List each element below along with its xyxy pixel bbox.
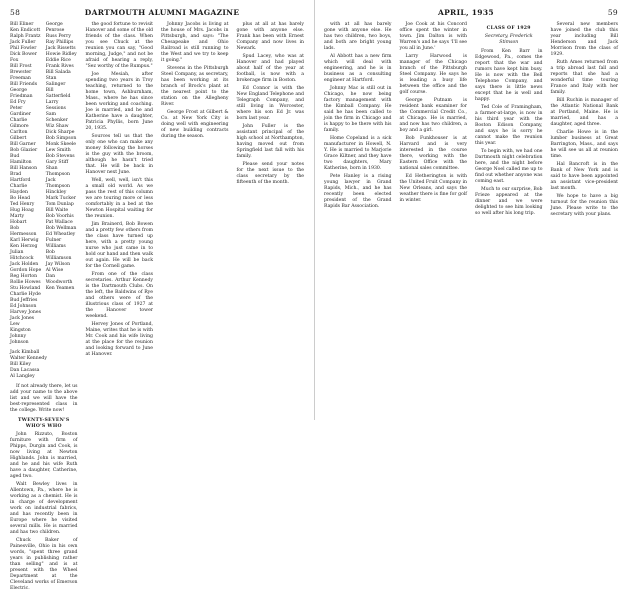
article-paragraph: George Putnam is resident bank examiner for the Commercial Credit Co., at Chicago. He is married, and now has two children, a boy and a girl. bbox=[399, 98, 467, 133]
right-column-4 bbox=[551, 22, 619, 416]
article-paragraph: John Rizzuto, Boston furniture with firm of Phipps, Durgin and Cook, is now living at Newton Highlands. John is married, and he and his wife Ruth have a daughter, Catherine, aged two. bbox=[10, 432, 78, 479]
roster-name: Ed Wheatley bbox=[45, 232, 76, 237]
roster-name: Larry Sessions bbox=[45, 100, 66, 111]
roster-name: Bill Friends bbox=[10, 82, 38, 87]
roster-name: Peter Gardiner bbox=[10, 106, 31, 117]
article-paragraph: Several new members have joined the club this year including Bill Henderson and Jack Morrison from the class of 1929. bbox=[550, 22, 618, 57]
roster-name: Charlie Gilmore bbox=[10, 118, 29, 129]
roster-name: Jack Thompson bbox=[45, 178, 70, 189]
article-paragraph: Pete Hanley is a rising young lawyer in Grand Rapids, Mich., and he has recently been elected president of the Grand Rapids Bar Association. bbox=[324, 174, 392, 209]
right-column-1 bbox=[324, 22, 392, 416]
roster-name: Johnny Johnson bbox=[10, 334, 29, 345]
roster-name: Dick Bower Fox bbox=[10, 52, 37, 63]
roster-name: Gary Stiff bbox=[45, 160, 69, 165]
roster-name: Jack Fuller bbox=[10, 40, 36, 45]
roster-name: Howie Ridley bbox=[45, 52, 77, 57]
article-paragraph: We hope to have a big turnout for the reunion this June. Please write to the secretary with your plans. bbox=[550, 194, 618, 217]
roster-name: Al Wise bbox=[45, 268, 64, 273]
roster-name: Ken Endicott bbox=[10, 28, 41, 33]
roster-name: Ken Yeamen bbox=[45, 286, 75, 291]
left-column-3 bbox=[161, 22, 229, 416]
left-column-4 bbox=[237, 22, 305, 416]
roster-name: Eddie Rice bbox=[45, 58, 71, 63]
left-column-2 bbox=[86, 22, 154, 416]
roster-name: Lew Kingston bbox=[10, 322, 31, 333]
section-heading: TWENTY-SEVEN'S WHO'S WHO bbox=[18, 418, 70, 429]
left-column-1 bbox=[10, 22, 78, 591]
roster-name: Bob Stevens bbox=[45, 154, 75, 159]
article-paragraph: Ed Hetherington is with the United Fruit Company in New Orleans, and says the weather there is fine for golf in winter. bbox=[399, 174, 467, 203]
article-paragraph: Ted Cole of Framingham, a farmer-at-large, is now in his third year with the Boston Edison Company, and says he is sorry he cannot make the reunion this year. bbox=[475, 105, 543, 146]
left-column-3-text bbox=[161, 22, 229, 140]
article-paragraph: Al Abbott has a new firm which will deal with engineering, and he is in business as a consulting engineer at Hartford. bbox=[324, 54, 392, 83]
roster-name: Tom Dunlap bbox=[45, 202, 74, 207]
article-paragraph: with at all has barely gone with anyone else. He has two children, two boys, and both are bright young lads. bbox=[324, 22, 392, 51]
right-column-2 bbox=[400, 22, 468, 416]
article-paragraph: Ed Connor is with the New England Telephone and Telegraph Company, and still living in Worcester, where his son Ed Jr. was born last year. bbox=[236, 86, 304, 121]
article-paragraph: George Frost at Gilbert & Co. at New York City is doing well with engineering of new building contracts during the season. bbox=[161, 110, 229, 139]
roster-name: Dan Woodworth bbox=[45, 274, 73, 285]
roster-name: Brewster Freeman bbox=[10, 70, 32, 81]
roster-name: Dan Lacassa bbox=[10, 368, 40, 373]
article-paragraph: Ruth Ames returned from a trip abroad last fall and reports that she had a wonderful time touring France and Italy with her family. bbox=[550, 60, 618, 95]
roster-name: Bud Jeffries bbox=[10, 298, 38, 303]
roster-name: Ed Fry bbox=[10, 100, 26, 105]
article-paragraph: To begin with, we had one Dartmouth night celebration here, and the night before George Noel called me up to find out whether anyone was coming east. bbox=[475, 149, 543, 184]
article-paragraph: Stevens in the Pittsburgh Steel Company, as secretary, has been working at its branch of Brock's plant at the nearest point to the station on the Allegheny River. bbox=[161, 66, 229, 107]
roster-name: Bill Satterfield bbox=[45, 88, 71, 99]
roster-name: Jack Jones bbox=[10, 316, 35, 321]
right-column-3 bbox=[475, 22, 543, 416]
roster-name: Dick Sharpe bbox=[45, 130, 75, 135]
article-paragraph: Well, well, well, isn't this a small old world. As we pass the rest of this column we are touring more or less comfortably in a bed at the Newton Hospital waiting for the reunion. bbox=[85, 178, 153, 219]
roster-name: Shan Thompson bbox=[45, 166, 70, 177]
article-paragraph: Jim Brainerd, Bob Bowen and a pretty few others from the class have turned up here, with a pretty young nurse who just came in to hold our hand and then walk out again. He will be back for the Cornell game. bbox=[85, 222, 153, 269]
roster-name: Charlie Hayden bbox=[10, 184, 28, 195]
roster-name: Ted Henry bbox=[10, 202, 35, 207]
roster-name: Bill Kiley bbox=[10, 362, 31, 367]
class-heading: CLASS OF 1929 bbox=[486, 26, 531, 31]
roster-name: Rollie Howes bbox=[10, 280, 41, 285]
roster-name: Frank Rives bbox=[45, 64, 74, 69]
right-column-3-text bbox=[475, 49, 543, 217]
page-number: 59 bbox=[607, 7, 618, 17]
article-paragraph: Bill Ruchin is manager of the Atlantic National Bank at Portland, Maine. He is married, and has a daughter, aged three. bbox=[550, 98, 618, 127]
roster-name: Harvey Jones bbox=[10, 310, 41, 315]
article-paragraph: Charlie Howe is in the lumber business at Great Barrington, Mass., and says he will see us all at reunion time. bbox=[550, 130, 618, 159]
article-paragraph: plus at all at has barely gone with anyone else. Frank has been with Ernest Company and now lives in Newark. bbox=[236, 22, 304, 51]
roster-name: Gordon Hope bbox=[10, 268, 42, 273]
article-paragraph: Sources tell us that the only one who can make any money following the horses is the guy with the broom, although he hasn't tried that. He will be back in Hanover next June. bbox=[85, 134, 153, 175]
magazine-title: DARTMOUTH ALUMNI MAGAZINE bbox=[84, 7, 240, 17]
article-paragraph: Johnny Mac is still out in Chicago, he now being factory management with the Kimball Company. He said he has been called to join the firm in Chicago and is happy to be there with his family. bbox=[324, 86, 392, 133]
roster-name: Bud Hamilton bbox=[10, 154, 32, 165]
article-paragraph: the good fortune to revisit Hanover and some of the old friends of the class. When you see Chuck at the reunion you can say, "Good morning, Judge," and not be afraid of hearing a reply, "Sez worthy of the Rumpus." bbox=[85, 22, 153, 69]
article-paragraph: Bob Funkhouser is at Harvard and is very interested in the course there, working with the Eastern Office with the national sales committee. bbox=[399, 136, 467, 171]
roster-name: Ralph Frantz bbox=[10, 34, 41, 39]
left-page-columns bbox=[10, 22, 304, 591]
roster-name: Stu Howland bbox=[10, 286, 41, 291]
right-page-header bbox=[324, 6, 618, 18]
roster-name: Bob Voorhis bbox=[45, 214, 74, 219]
article-paragraph: Larry Harwood is manager of the Chicago branch of the Pittsburgh Steel Company. He says he is leading a busy life between the office and the golf course. bbox=[399, 54, 467, 95]
roster-name: Ray Phillips bbox=[45, 40, 74, 45]
roster-name: Fulner Williams bbox=[45, 238, 66, 249]
class-roster-a bbox=[10, 22, 42, 346]
roster-name: Bob Simpson bbox=[45, 136, 77, 141]
roster-name: Hug Hoag bbox=[10, 208, 34, 213]
roster-name: Bill Frost bbox=[10, 64, 32, 69]
roster-name: Russ Perry bbox=[45, 34, 71, 39]
roster-name: George Penrose bbox=[45, 22, 65, 33]
right-page bbox=[314, 0, 628, 420]
roster-name: Phil Fowler bbox=[10, 46, 37, 51]
article-paragraph: Johnny Jacobs is living at the house of Mrs. Jacobs in Pittsburgh, and says: "The Chesapeake and Ohio Railroad is still running to the West and we try to keep it going." bbox=[161, 22, 229, 63]
right-page-columns bbox=[324, 22, 618, 416]
roster-name: George Friedman bbox=[10, 88, 33, 99]
roster-name: Bill Salada bbox=[45, 70, 71, 75]
roster-name: Sam Schenker bbox=[45, 112, 68, 123]
roster-name: Lew Smith bbox=[45, 148, 71, 153]
article-paragraph: Hal Bancroft is in the Bank of New York and is said to have been appointed an assistant vice-president last month. bbox=[550, 162, 618, 191]
article-paragraph: Joe Cook at his Concord office spent the winter in town. Jim Dalton is with Warren's and he says 'I'll see you all in June.' bbox=[399, 22, 467, 51]
article-paragraph: From Ken Barr in Edgewood, Pa., comes the report that the war and rumors have kept him busy. He is now with the Bell Telephone Company, and says there is little news except that he is well and happy. bbox=[475, 49, 543, 102]
roster-name: Jack Rissetts bbox=[45, 46, 76, 51]
left-column-4-text bbox=[237, 22, 305, 186]
roster-note: If not already there, let us add your name to the above list and we will have the best-represented class in the college. Write now! bbox=[10, 384, 78, 413]
roster-name: Jack Holden bbox=[10, 262, 39, 267]
roster-name: Hinckley bbox=[45, 190, 67, 195]
roster-name: Ed Johnson bbox=[10, 304, 37, 309]
article-paragraph: Joe Mesiah, after spending two years in Troy teaching, returned to the home town, Ashburnham, Mass., where he has since been working and coaching. Joe is married, and he and Katherine have a daughter, Patricia Phyllis, born June 20, 1935. bbox=[85, 72, 153, 131]
roster-name: Jay Wilson bbox=[45, 262, 71, 267]
roster-name: Mark Tucker bbox=[45, 196, 76, 201]
right-column-1-text bbox=[324, 22, 392, 210]
roster-name: Bill Eliner bbox=[10, 22, 34, 27]
roster-name: Karl Herwig bbox=[10, 238, 39, 243]
left-column-1-text bbox=[10, 432, 78, 592]
roster-name: Bill Hanson bbox=[10, 166, 38, 171]
roster-name: Bob Hermesson bbox=[10, 226, 37, 237]
left-page-header bbox=[10, 6, 304, 18]
class-roster-tail bbox=[10, 350, 78, 380]
article-paragraph: Spud Lacey, who was at Hanover and had played about half of the year at football, is now with a brokerage firm in Boston. bbox=[236, 54, 304, 83]
roster-name: Pat Wallace bbox=[45, 220, 73, 225]
roster-name: Al Langley bbox=[10, 374, 35, 379]
class-secretary-byline: Secretary, Frederick Stimson bbox=[484, 34, 533, 45]
roster-name: Bo Head bbox=[10, 196, 31, 201]
class-roster-b bbox=[46, 22, 78, 346]
roster-name: Brad Hartford bbox=[10, 172, 31, 183]
roster-name: Julian Hitchcock bbox=[10, 250, 34, 261]
article-paragraph: Hervey Jones of Portland, Maine, writes that he is with Mr. Cook and his wife living at the place for the reunion and looking forward to June at Hanover. bbox=[85, 322, 153, 357]
roster-name: Stan Salinger bbox=[45, 76, 66, 87]
roster-name: Jack Kimball bbox=[10, 350, 40, 355]
roster-name: Monk Skeele bbox=[45, 142, 76, 147]
article-paragraph: Much to our surprise, Bob Frieze appeared at the dinner and we were delighted to see him looking so well after his long trip. bbox=[475, 187, 543, 216]
right-column-2-text bbox=[400, 22, 468, 204]
article-paragraph: Walt Bewley lives in Allentown, Pa., where he is working as a chemist. He is in charge of development work on industrial fabrics, and has recently been in Europe where he visited several mills. He is married and has two children. bbox=[10, 482, 78, 535]
page-date: APRIL, 1935 bbox=[437, 7, 494, 17]
article-paragraph: Please send your notes for the next issue to the class secretary by the fifteenth of the month. bbox=[236, 162, 304, 185]
roster-name: Wiz Shaw bbox=[45, 124, 69, 129]
roster-name: Walter Kennedy bbox=[10, 356, 47, 361]
article-paragraph: From one of the class secretaries. Arthur Kennedy is the Dartmouth Clubs. On the left, the Baldwins of Rye and others were of the illustrious class of 1927 at the Hanover tower weekend. bbox=[85, 272, 153, 319]
roster-name: Reg Horton bbox=[10, 274, 38, 279]
roster-name: Bill Waite bbox=[45, 208, 69, 213]
roster-name: Carlton Gilbert bbox=[10, 130, 28, 141]
roster-name: Bob Glazier bbox=[10, 148, 38, 153]
left-column-2-text bbox=[86, 22, 154, 358]
page-number: 58 bbox=[10, 7, 21, 17]
roster-name: Ken Herzog bbox=[10, 244, 38, 249]
article-paragraph: Home Copeland is a sick manufacturer in Howell, N. Y. He is married to Marjorie Grace Kiltner, and they have two daughters, Mary Katherine, born in 1930. bbox=[324, 136, 392, 171]
roster-name: Bob Wellman bbox=[45, 226, 77, 231]
roster-name: Bill Garner bbox=[10, 142, 36, 147]
article-paragraph: John Fuller is the assistant principal of the high school at Northampton, having moved out from Springfield last fall with his family. bbox=[236, 124, 304, 159]
article-paragraph: Chuck Baker of Painesville, Ohio in his own words, "spent three grand years in publishing rather than selling" and is at present with the Wheel Department at the Cleveland works of Emerson Electric. bbox=[10, 538, 78, 591]
roster-name: Charlie Hyde bbox=[10, 292, 41, 297]
roster-name: Bob Williamson bbox=[45, 250, 72, 261]
roster-name: Marty Hobart bbox=[10, 214, 27, 225]
right-column-4-text bbox=[551, 22, 619, 218]
